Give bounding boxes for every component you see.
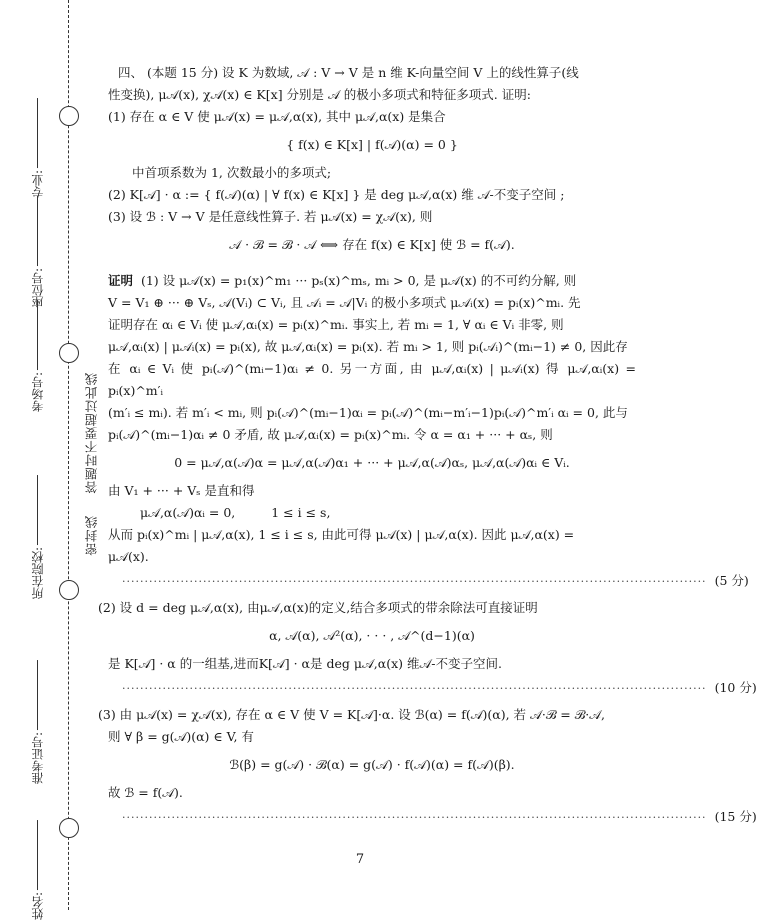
proof-text: (1) 设 μ𝒜(x) = p₁(x)^m₁ ··· pₛ(x)^mₛ, mᵢ > 0, 是 μ𝒜(x) 的不可约分解, 则 (140, 273, 577, 288)
proof-line: 由 V₁ + ··· + Vₛ 是直和得 (108, 483, 255, 498)
problem-item-1-tail: 中首项系数为 1, 次数最小的多项式; (132, 165, 332, 180)
proof-part-3-formula: ℬ(β) = g(𝒜) · ℬ(α) = g(𝒜) · f(𝒜)(α) = f(𝒜)(β). (229, 757, 515, 772)
proof-line (108, 270, 636, 292)
proof-line: pᵢ(𝒜)^(mᵢ−1)αᵢ ≠ 0 矛盾, 故 μ𝒜,αᵢ(x) = pᵢ(x)^mᵢ. 令 α = α₁ + ··· + αₛ, 则 (108, 427, 553, 442)
score-label: (15 分) (714, 809, 757, 824)
dot-leader: ·································································································································· (122, 682, 707, 695)
score-line (122, 806, 757, 829)
score-label: (5 分) (714, 573, 749, 588)
proof-equation-2 (108, 502, 636, 524)
problem-item-1: (1) 存在 α ∈ V 使 μ𝒜(x) = μ𝒜,α(x), 其中 μ𝒜,α(x) 是集合 (108, 109, 446, 124)
dot-leader: ·································································································································· (122, 811, 707, 824)
proof-line: 从而 pᵢ(x)^mᵢ | μ𝒜,α(x), 1 ≤ i ≤ s, 由此可得 μ𝒜(x) | μ𝒜,α(x). 因此 μ𝒜,α(x) = (108, 527, 575, 542)
problem-line: 性变换), μ𝒜(x), χ𝒜(x) ∈ K[x] 分别是 𝒜 的极小多项式和特征多项式. 证明: (108, 87, 531, 102)
problem-item-3-formula: 𝒜 · ℬ = ℬ · 𝒜 ⟺ 存在 f(x) ∈ K[x] 使 ℬ = f(𝒜). (229, 237, 515, 252)
problem-item-2: (2) K[𝒜] · α := { f(𝒜)(α) | ∀ f(x) ∈ K[x] } 是 deg μ𝒜,α(x) 维 𝒜-不变子空间 ; (108, 187, 565, 202)
proof-label: 证明 (108, 273, 134, 288)
eq2-right: 1 ≤ i ≤ s, (271, 505, 331, 520)
proof-part-3: (3) 由 μ𝒜(x) = χ𝒜(x), 存在 α ∈ V 使 V = K[𝒜]·α. 设 ℬ(α) = f(𝒜)(α), 若 𝒜·ℬ = ℬ·𝒜, (98, 707, 606, 722)
room-field: 考场号: (28, 300, 48, 412)
seat-field: 座位号: (28, 196, 48, 308)
binding-hole (59, 106, 79, 126)
proof-line: μ𝒜,αᵢ(x) | μ𝒜ᵢ(x) = pᵢ(x), 故 μ𝒜,αᵢ(x) = pᵢ(x). 若 mᵢ > 1, 则 pᵢ(𝒜ᵢ)^(mᵢ−1) ≠ 0, 因此存 (108, 339, 628, 354)
proof-part-2-formula: α, 𝒜(α), 𝒜²(α), · · · , 𝒜^(d−1)(α) (269, 628, 475, 643)
proof-part-3-tail: 故 ℬ = f(𝒜). (108, 785, 183, 800)
exam-id-field: 准考证号: (28, 660, 48, 784)
proof-part-2-tail: 是 K[𝒜] · α 的一组基,进而K[𝒜] · α是 deg μ𝒜,α(x) 维𝒜-不变子空间. (108, 656, 502, 671)
score-line (122, 570, 749, 593)
proof-line: V = V₁ ⊕ ··· ⊕ Vₛ, 𝒜(Vᵢ) ⊂ Vᵢ, 且 𝒜ᵢ = 𝒜|Vᵢ 的极小多项式 μ𝒜ᵢ(x) = pᵢ(x)^mᵢ. 先 (108, 295, 581, 310)
proof-part-2: (2) 设 d = deg μ𝒜,α(x), 由μ𝒜,α(x)的定义,结合多项式的带余除法可直接证明 (98, 600, 538, 615)
binding-hole (59, 580, 79, 600)
proof-line: (m′ᵢ ≤ mᵢ). 若 m′ᵢ < mᵢ, 则 pᵢ(𝒜)^(mᵢ−1)αᵢ = pᵢ(𝒜)^(mᵢ−m′ᵢ−1)pᵢ(𝒜)^m′ᵢ αᵢ = 0, 此与 (108, 405, 628, 420)
set-formula: { f(x) ∈ K[x] | f(𝒜)(α) = 0 } (286, 137, 458, 152)
school-field: 所在院校: (28, 475, 48, 599)
proof-line: 在 αᵢ ∈ Vᵢ 使 pᵢ(𝒜)^(mᵢ−1)αᵢ ≠ 0. 另一方面, 由 μ𝒜,αᵢ(x) | μ𝒜ᵢ(x) 得 μ𝒜,αᵢ(x) = pᵢ(x)^m′ᵢ (108, 361, 636, 398)
binding-hole (59, 818, 79, 838)
proof-equation: 0 = μ𝒜,α(𝒜)α = μ𝒜,α(𝒜)α₁ + ··· + μ𝒜,α(𝒜)αₛ, μ𝒜,α(𝒜)αᵢ ∈ Vᵢ. (174, 455, 570, 470)
proof-line: 证明存在 αᵢ ∈ Vᵢ 使 μ𝒜,αᵢ(x) = pᵢ(x)^mᵢ. 事实上, 若 mᵢ = 1, ∀ αᵢ ∈ Vᵢ 非零, 则 (108, 317, 564, 332)
score-label: (10 分) (714, 680, 757, 695)
binding-dashed-line (68, 0, 69, 910)
problem-item-3: (3) 设 ℬ : V → V 是任意线性算子. 若 μ𝒜(x) = χ𝒜(x), 则 (108, 209, 433, 224)
name-field: 姓名: (28, 820, 48, 920)
proof-line: 则 ∀ β = g(𝒜)(α) ∈ V, 有 (108, 729, 254, 744)
binding-hole (59, 343, 79, 363)
seal-line-text: 密封线 (84, 515, 99, 556)
dot-leader: ·································································································································· (122, 575, 707, 588)
main-content (98, 62, 757, 833)
score-line (122, 677, 757, 700)
eq2-left: μ𝒜,α(𝒜)αᵢ = 0, (140, 505, 236, 520)
major-field: 专业: (28, 98, 48, 198)
proof-line: μ𝒜(x). (108, 549, 149, 564)
no-cross-line-text: 答题时不要超过此线 (84, 372, 99, 494)
problem-line: 四、 (本题 15 分) 设 K 为数域, 𝒜 : V → V 是 n 维 K-向量空间 V 上的线性算子(线 (118, 65, 579, 80)
page-number: 7 (355, 852, 365, 867)
